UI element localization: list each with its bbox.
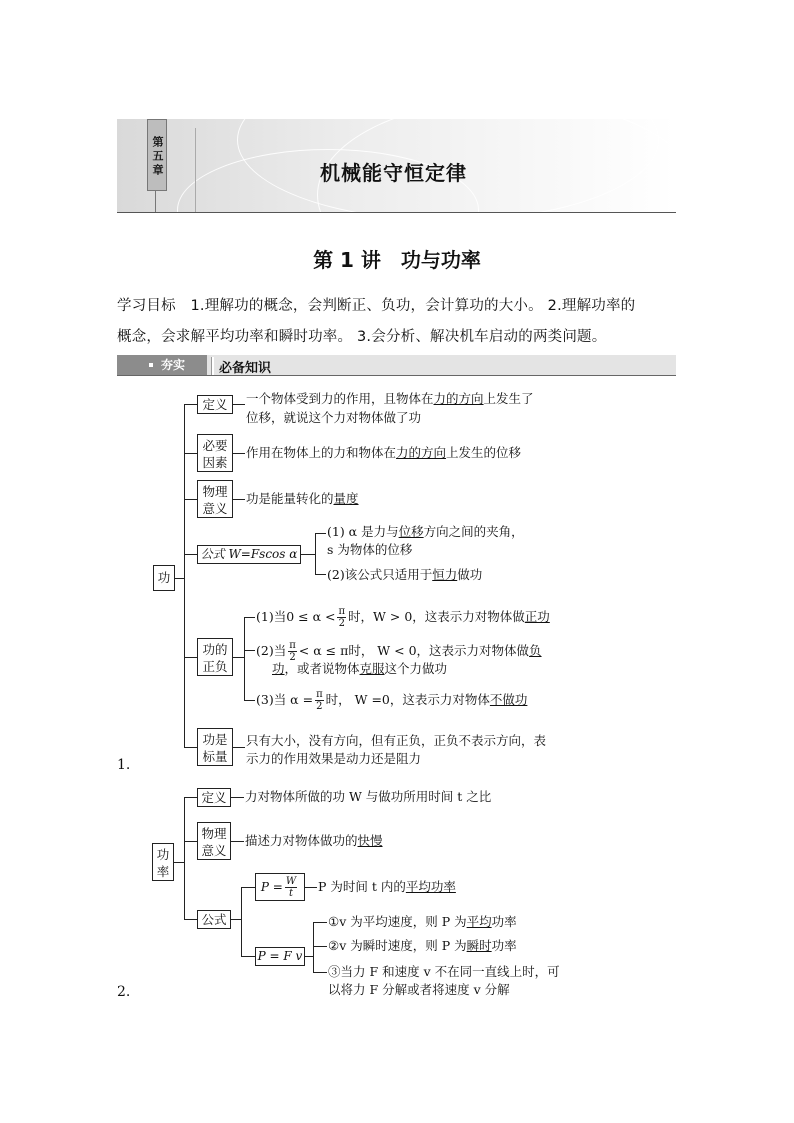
connector — [313, 922, 327, 923]
connector — [184, 841, 197, 842]
power-branch-physical-meaning: 物理意义 — [197, 822, 231, 860]
learning-goals-line-2: 概念，会求解平均功率和瞬时功率。 3.会分析、解决机车启动的两类问题。 — [117, 329, 607, 345]
formula-note-1-line-2: s 为物体的位移 — [327, 542, 413, 557]
necessary-factors-text: 作用在物体上的力和物体在力的方向上发生的位移 — [246, 445, 522, 460]
formula-note-2: (2)该公式只适用于恒力做功 — [327, 567, 483, 582]
connector — [315, 533, 316, 575]
connector — [231, 919, 241, 920]
connector — [241, 887, 255, 888]
pfv-note-3-line-2: 以将力 F 分解或者将速度 v 分解 — [328, 982, 510, 997]
branch-definition: 定义 — [197, 395, 233, 414]
banner-divider — [195, 128, 196, 212]
scalar-text-line-1: 只有大小，没有方向，但有正负，正负不表示方向，表 — [246, 733, 547, 748]
connector — [244, 700, 255, 701]
connector — [174, 862, 184, 863]
work-sign-case-1: (1)当0 ≤ α < $\frac{\pi}{2}$ 时，W > 0，这表示力对物体做正功 — [256, 606, 550, 629]
connector — [305, 887, 317, 888]
connector — [244, 617, 255, 618]
connector — [313, 972, 327, 973]
work-sign-case-2-line-2: 功，或者说物体克服这个力做功 — [272, 661, 448, 676]
pi-over-2-fraction: $\frac{\pi}{2}$ — [316, 689, 323, 712]
connector — [313, 946, 327, 947]
section-separator — [211, 357, 214, 375]
connector — [233, 404, 245, 405]
connector — [184, 797, 197, 798]
root-node-work: 功 — [153, 565, 175, 591]
branch-physical-meaning: 物理意义 — [197, 480, 233, 518]
connector — [184, 554, 197, 555]
branch-necessary-factors: 必要因素 — [197, 434, 233, 472]
connector — [233, 747, 245, 748]
branch-formula: 公式 W=Fscos α — [197, 545, 301, 564]
connector — [184, 404, 185, 748]
chapter-title: 机械能守恒定律 — [320, 161, 467, 185]
pfv-note-1: ①v 为平均速度，则 P 为平均功率 — [328, 914, 517, 929]
lecture-title: 第 1 讲 功与功率 — [313, 248, 481, 272]
connector — [313, 922, 314, 973]
connector — [231, 841, 244, 842]
power-definition-text: 力对物体所做的功 W 与做功所用时间 t 之比 — [245, 789, 492, 804]
chapter-tab-rule — [155, 191, 156, 212]
section-tag — [117, 355, 207, 375]
branch-work-is-scalar: 功是标量 — [197, 728, 233, 766]
work-sign-case-3: (3)当 α = $\frac{\pi}{2}$ 时， W =0，这表示力对物体不做功 — [256, 689, 528, 712]
connector — [233, 453, 245, 454]
work-sign-case-2: (2)当 $\frac{\pi}{2}$ < α ≤ π时， W < 0，这表示力对物体做负 — [256, 640, 542, 663]
connector — [244, 650, 255, 651]
definition-text-line-2: 位移，就说这个力对物体做了功 — [246, 410, 422, 425]
connector — [233, 657, 244, 658]
pfv-note-2: ②v 为瞬时速度，则 P 为瞬时功率 — [328, 938, 517, 953]
connector — [184, 657, 197, 658]
chapter-tab: 第五章 — [147, 119, 167, 191]
connector — [184, 453, 197, 454]
connector — [184, 747, 197, 748]
connector — [244, 617, 245, 701]
scalar-text-line-2: 示力的作用效果是动力还是阻力 — [246, 751, 422, 766]
connector — [301, 554, 315, 555]
connector — [231, 797, 244, 798]
connector — [241, 956, 255, 957]
connector — [184, 797, 185, 919]
power-meaning-text: 描述力对物体做功的快慢 — [245, 833, 383, 848]
connector — [184, 919, 197, 920]
section-title: 必备知识 — [219, 361, 272, 376]
learning-goals-line-1: 学习目标 1.理解功的概念，会判断正、负功，会计算功的大小。 2.理解功率的 — [117, 298, 636, 314]
definition-text-line-1: 一个物体受到力的作用，且物体在力的方向上发生了 — [246, 391, 534, 406]
pfv-note-3: ③当力 F 和速度 v 不在同一直线上时，可 — [328, 964, 560, 979]
formula-note-1: (1) α 是力与位移方向之间的夹角， — [327, 524, 524, 539]
connector — [184, 404, 197, 405]
connector — [315, 574, 326, 575]
connector — [315, 533, 326, 534]
w-over-t-fraction: $\frac{W}{t}$ — [285, 876, 297, 899]
root-node-power: 功率 — [152, 843, 174, 881]
list-number: 1. — [117, 757, 131, 773]
section-tag-label: 夯实 — [161, 358, 186, 372]
pi-over-2-fraction: $\frac{\pi}{2}$ — [289, 640, 296, 663]
average-power-note: P 为时间 t 内的平均功率 — [318, 879, 456, 894]
formula-instant-power: P = F v — [255, 947, 305, 966]
power-branch-definition: 定义 — [197, 788, 231, 807]
branch-work-sign: 功的正负 — [197, 638, 233, 676]
power-branch-formula: 公式 — [197, 910, 231, 929]
physical-meaning-text: 功是能量转化的量度 — [246, 491, 359, 506]
formula-average-power: P = $\frac{W}{t}$ — [255, 873, 305, 901]
connector — [305, 956, 313, 957]
square-bullet-icon — [149, 363, 153, 367]
list-number: 2. — [117, 984, 131, 1000]
connector — [184, 499, 197, 500]
connector — [233, 499, 245, 500]
connector — [241, 887, 242, 957]
pi-over-2-fraction: $\frac{\pi}{2}$ — [338, 606, 346, 629]
